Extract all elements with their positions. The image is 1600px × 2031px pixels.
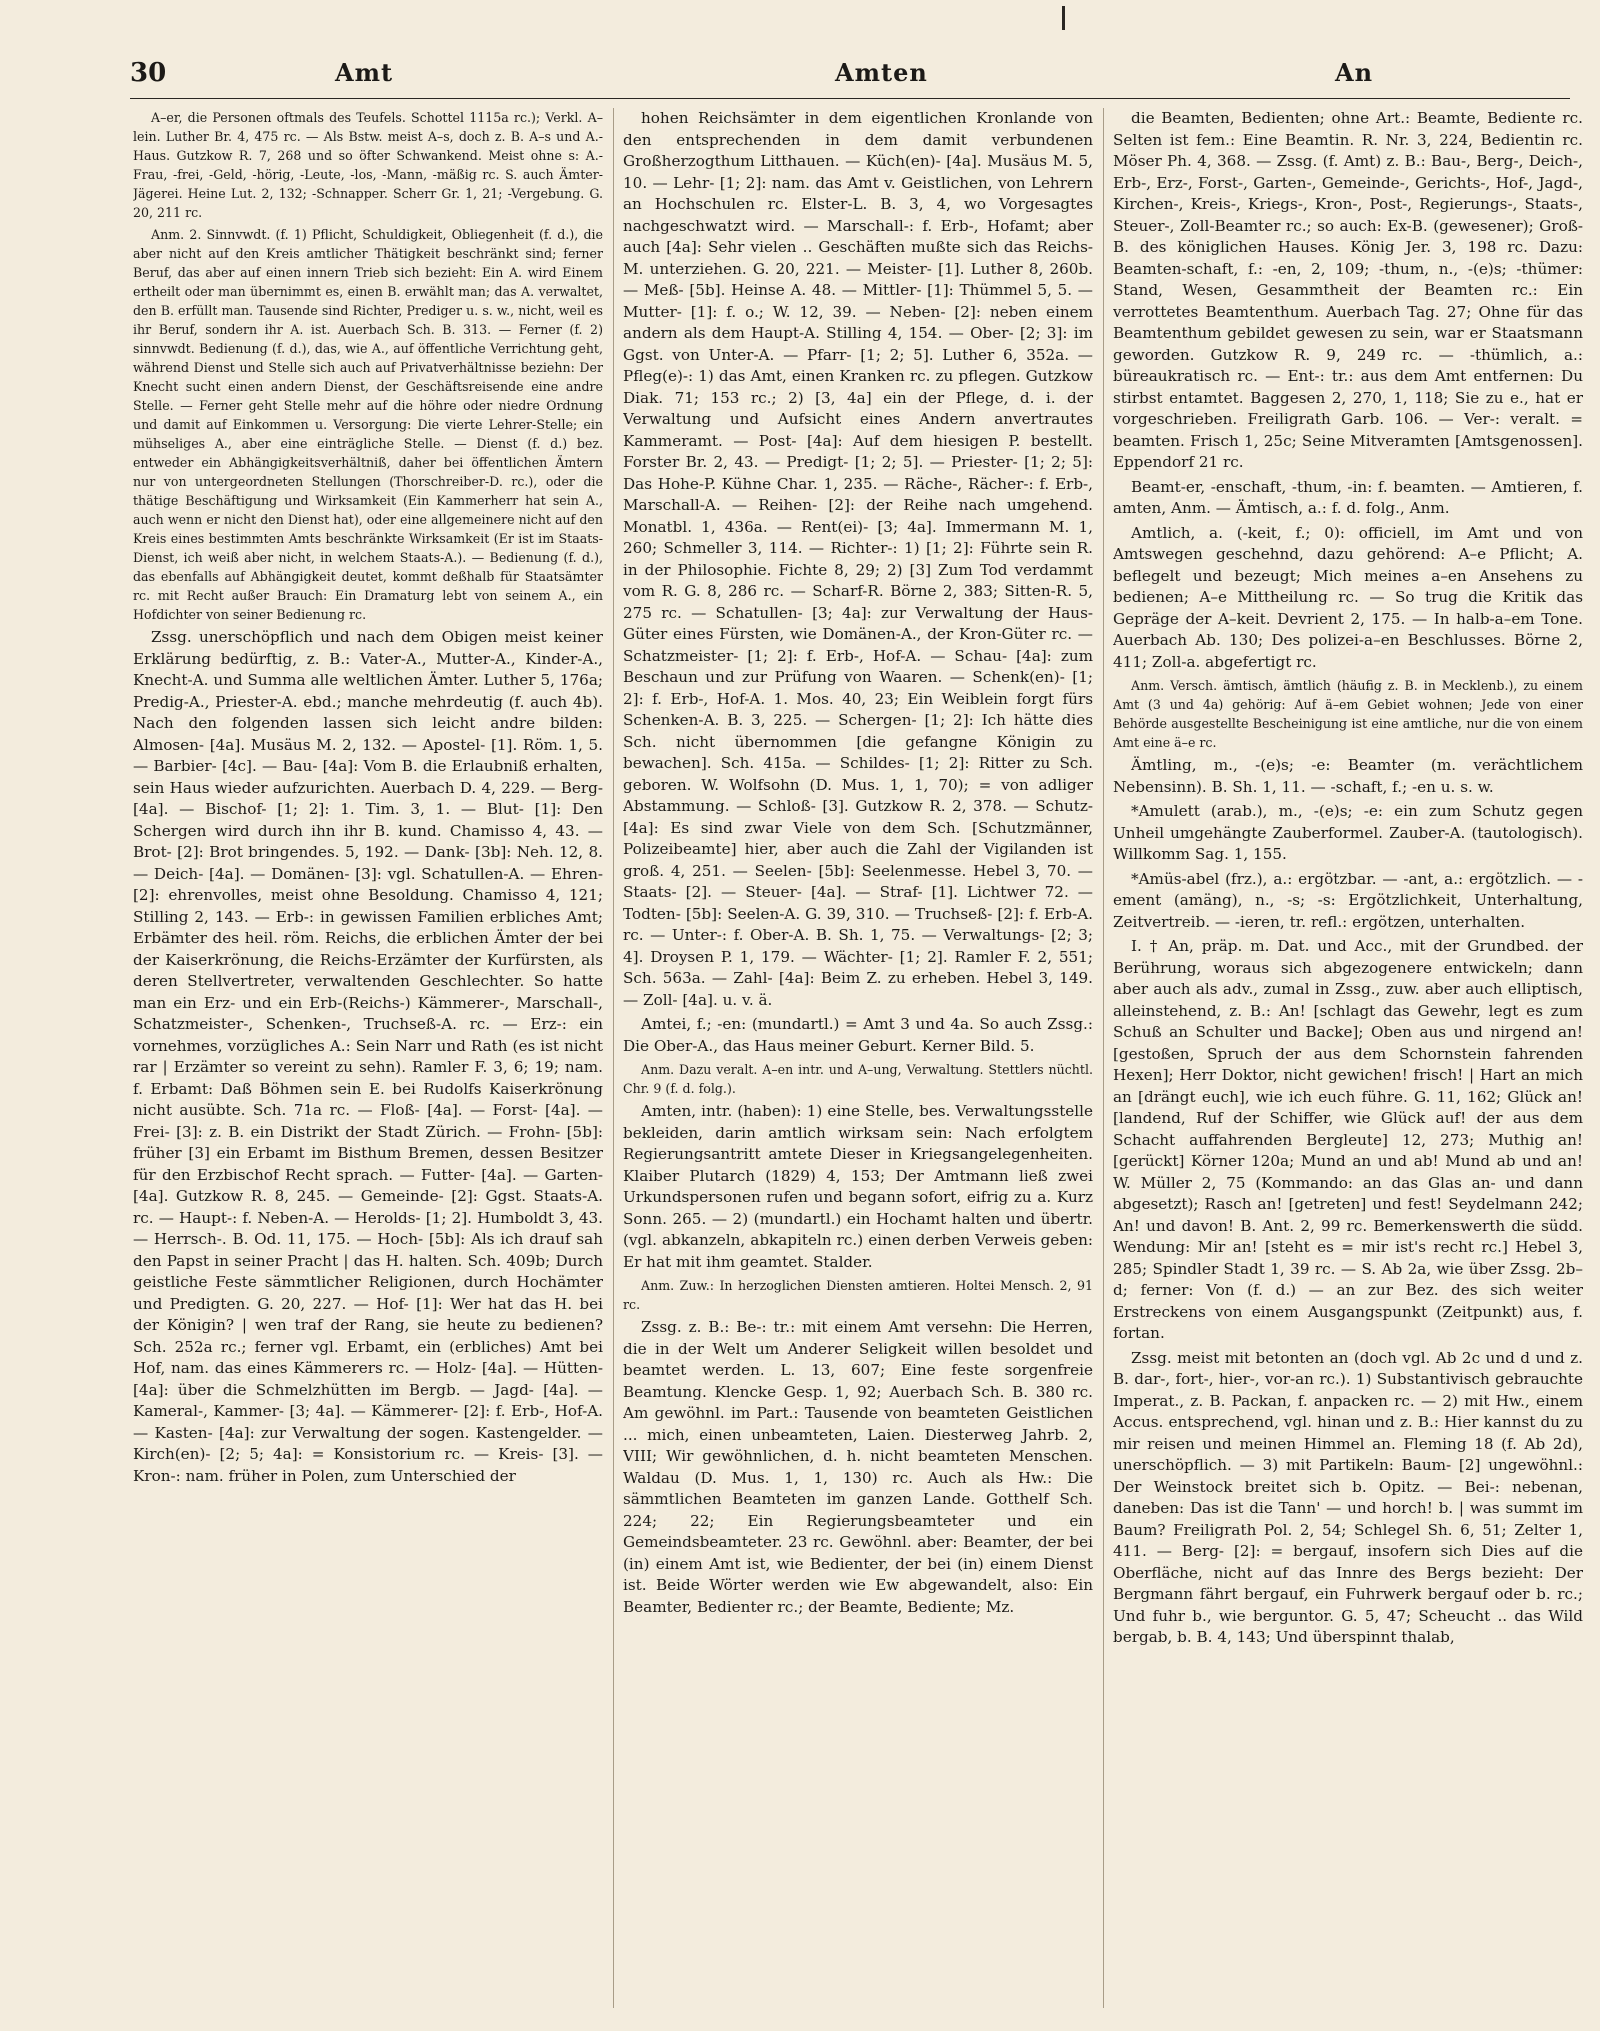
header-rule (130, 98, 1570, 99)
right-running-headword: An (1335, 58, 1374, 87)
dictionary-entry: *Amulett (arab.), m., -(e)s; -e: ein zum Schutz gegen Unheil umgehängte Zauberformel. Zauber-A. (tautologisch). Willkomm Sag. 1, 155. (1113, 802, 1583, 863)
dictionary-entry: Beamt-er, -enschaft, -thum, -in: f. beamten. — Amtieren, f. amten, Anm. — Ämtisch, a.: f. d. folg., Anm. (1113, 477, 1583, 517)
dictionary-entry: Zssg. unerschöpflich und nach dem Obigen meist keiner Erklärung bedürftig, z. B.: Vater-A., Mutter-A., Kinder-A., Knecht-A. und Summa alle weltlichen Ämter. Luther 5, 176a; Predig-A., Priester-A. ebd.; manche mehrdeutig (f. auch 4b). Nach den folgenden lassen sich leicht andre bilden: Almosen- [4a]. Musäus M. 2, 132. — Apostel- [1]. Röm. 1, 5. — Barbier- [4c]. — Bau- [4a]: Vom B. die Erlaubniß erhalten, sein Haus wieder aufzurichten. Auerbach D. 4, 229. — Berg- [4a]. — Bischof- [1; 2]: 1. Tim. 3, 1. — Blut- [1]: Den Schergen wird durch ihn ihr B. kund. Chamisso 4, 43. — Brot- [2]: Brot bringendes. 5, 192. — Dank- [3b]: Neh. 12, 8. — Deich- [4a]. — Domänen- [3]: vgl. Schatullen-A. — Ehren- [2]: ehrenvolles, meist ohne Besoldung. Chamisso 4, 121; Stilling 2, 143. — Erb-: in gewissen Familien erbliches Amt; Erbämter des heil. röm. Reichs, die erblichen Ämter der bei der Kaiserkrönung, die Reichs-Erzämter der Kurfürsten, als deren Stellvertreter, verwaltenden Geschlechter. So hatte man ein Erz- und ein Erb-(Reichs-) Kämmerer-, Marschall-, Schatzmeister-, Schenken-, Truchseß-A. rc. — Erz-: ein vornehmes, vorzügliches A.: Sein Narr und Rath (es ist nicht rar | Erzämter so vereint zu sehn). Ramler F. 3, 6; 19; nam. f. Erbamt: Daß Böhmen sein E. bei Rudolfs Kaiserkrönung nicht ausübte. Sch. 71a rc. — Floß- [4a]. — Forst- [4a]. — Frei- [3]: z. B. ein Distrikt der Stadt Zürich. — Frohn- [5b]: früher [3] ein Erbamt im Bisthum Bremen, dessen Besitzer für den Erzbischof Recht sprach. — Futter- [4a]. — Garten- [4a]. Gutzkow R. 8, 245. — Gemeinde- [2]: Ggst. Staats-A. rc. — Haupt-: f. Neben-A. — Herolds- [1; 2]. Humboldt 3, 43. — Herrsch-. B. Od. 11, 175. — Hoch- [5b]: Als ich drauf sah den Papst in seiner Pracht | das H. halten. Sch. 409b; Durch geistliche Feste sämmtlicher Religionen, durch Hochämter und Predigten. G. 20, 227. — Hof- [1]: Wer hat das H. bei der Königin? | wen traf der Rang, sie heute zu bedienen? Sch. 252a rc.; ferner vgl. Erbamt, ein (erbliches) Amt bei Hof, nam. das eines Kämmerers rc. — Holz- [4a]. — Hütten- [4a]: über die Schmelzhütten im Bergb. — Jagd- [4a]. — Kameral-, Kammer- [3; 4a]. — Kämmerer- [2]: f. Erb-, Hof-A. — Kasten- [4a]: zur Verwaltung der sogen. Kastengelder. — Kirch(en)- [2; 5; 4a]: = Konsistorium rc. — Kreis- [3]. — Kron-: nam. früher in Polen, zum Unterschied der (133, 628, 603, 1485)
column-divider (613, 108, 614, 2008)
column-divider (1103, 108, 1104, 2008)
dictionary-entry: Zssg. meist mit betonten an (doch vgl. Ab 2c und d und z. B. dar-, fort-, hier-, vor-an rc.). 1) Substantivisch gebrauchte Imperat., z. B. Packan, f. anpacken rc. — 2) mit Hw., einem Accus. entsprechend, vgl. hinan und z. B.: Hier kannst du zu mir reisen und meinen Himmel an. Fleming 18 (f. Ab 2d), unerschöpflich. — 3) mit Partikeln: Baum- [2] ungewöhnl.: Der Weinstock breitet sich b. Opitz. — Bei-: nebenan, daneben: Das ist die Tann' — und horch! b. | was summt im Baum? Freiligrath Pol. 2, 54; Schlegel Sh. 6, 51; Zelter 1, 411. — Berg- [2]: = bergauf, insofern sich Dies auf die Oberfläche, nicht auf das Innre des Bergs bezieht: Der Bergmann fährt bergauf, ein Fuhrwerk bergauf oder b. rc.; Und fuhr b., wie berguntor. G. 5, 47; Scheucht .. das Wild bergab, b. B. 4, 143; Und überspinnt thalab, (1113, 1348, 1583, 1646)
dictionary-entry: Anm. Dazu veralt. A–en intr. und A–ung, Verwaltung. Stettlers nüchtl. Chr. 9 (f. d. folg.). (623, 1062, 1093, 1096)
right-column (1113, 108, 1583, 2013)
dictionary-entry: Anm. Zuw.: In herzoglichen Diensten amtieren. Holtei Mensch. 2, 91 rc. (623, 1278, 1093, 1312)
dictionary-entry: Amtlich, a. (-keit, f.; 0): officiell, im Amt und von Amtswegen geschehnd, dazu gehörend: A–e Pflicht; A. beflegelt und bezeugt; Mich meines a–en Ansehens zu bedienen; A–e Mittheilung rc. — So trug die Kritik das Gepräge der A–keit. Devrient 2, 175. — In halb-a–em Tone. Auerbach Ab. 130; Des polizei-a–en Beschlusses. Börne 2, 411; Zoll-a. abgefertigt rc. (1113, 523, 1583, 671)
dictionary-entry: Anm. Versch. ämtisch, ämtlich (häufig z. B. in Mecklenb.), zu einem Amt (3 und 4a) gehörig: Auf ä–em Gebiet wohnen; Jede von einer Behörde ausgestellte Bescheinigung ist eine amtliche, nur die von einem Amt eine ä–e rc. (1113, 678, 1583, 750)
center-running-headword: Amten (835, 58, 928, 87)
dictionary-entry: Zssg. z. B.: Be-: tr.: mit einem Amt versehn: Die Herren, die in der Welt um Anderer Seligkeit willen besoldet und beamtet werden. L. 13, 607; Eine feste sorgenfreie Beamtung. Klencke Gesp. 1, 92; Auerbach Sch. B. 380 rc. Am gewöhnl. im Part.: Tausende von beamteten Geistlichen ... mich, einen unbeamteten, Laien. Diesterweg Jahrb. 2, VIII; Wir gewöhnlichen, d. h. nicht beamteten Menschen. Waldau (D. Mus. 1, 1, 130) rc. Auch als Hw.: Die sämmtlichen Beamteten im ganzen Lande. Gotthelf Sch. 224; 22; Ein Regierungsbeamteter und ein Gemeindsbeamteter. 23 rc. Gewöhnl. aber: Beamter, der bei (in) einem Amt ist, wie Bedienter, der bei (in) einem Dienst ist. Beide Wörter werden wie Ew abgewandelt, also: Ein Beamter, Bedienter rc.; der Beamte, Bediente; Mz. (623, 1318, 1093, 1616)
dictionary-entry: Amtei, f.; -en: (mundartl.) = Amt 3 und 4a. So auch Zssg.: Die Ober-A., das Haus meiner Geburt. Kerner Bild. 5. (623, 1015, 1093, 1055)
left-column (133, 108, 603, 2013)
dictionary-entry: Amten, intr. (haben): 1) eine Stelle, bes. Verwaltungsstelle bekleiden, darin amtlich wirksam sein: Nach erfolgtem Regierungsantritt amtete Dieser in Kriegsangelegenheiten. Klaiber Plutarch (1829) 4, 153; Der Amtmann ließ zwei Urkundspersonen rufen und begann sofort, eifrig zu a. Kurz Sonn. 265. — 2) (mundartl.) ein Hochamt halten und übertr. (vgl. abkanzeln, abkapiteln rc.) einen derben Verweis geben: Er hat mit ihm geamtet. Stalder. (623, 1102, 1093, 1271)
middle-column (623, 108, 1093, 2013)
dictionary-entry: Ämtling, m., -(e)s; -e: Beamter (m. verächtlichem Nebensinn). B. Sh. 1, 11. — -schaft, f.; -en u. s. w. (1113, 756, 1583, 796)
dictionary-entry: *Amüs-abel (frz.), a.: ergötzbar. — -ant, a.: ergötzlich. — -ement (amäng), n., -s; -s: Ergötzlichkeit, Unterhaltung, Zeitvertreib. — -ieren, tr. refl.: ergötzen, unterhalten. (1113, 869, 1583, 931)
dictionary-entry: Anm. 2. Sinnvwdt. (f. 1) Pflicht, Schuldigkeit, Obliegenheit (f. d.), die aber nicht auf den Kreis amtlicher Thätigkeit beschränkt sind; ferner Beruf, das aber auf einen innern Trieb sich bezieht: Ein A. wird Einem ertheilt oder man übernimmt es, einen B. erwählt man; das A. verwaltet, den B. erfüllt man. Tausende sind Richter, Prediger u. s. w., nicht, weil es ihr Beruf, sondern ihr A. ist. Auerbach Sch. B. 313. — Ferner (f. 2) sinnvwdt. Bedienung (f. d.), das, wie A., auf öffentliche Verrichtung geht, während Dienst und Stelle sich auch auf Privatverhältnisse beziehn: Der Knecht sucht einen andern Dienst, der Geschäftsreisende eine andre Stelle. — Ferner geht Stelle mehr auf die höhre oder niedre Ordnung und damit auf Einkommen u. Versorgung: Die vierte Lehrer-Stelle; ein mühseliges A., aber eine einträgliche Stelle. — Dienst (f. d.) bez. entweder ein Abhängigkeitsverhältniß, daher bei öffentlichen Ämtern nur von untergeordneten Stellungen (Thorschreiber-D. rc.), oder die thätige Beschäftigung und Wirksamkeit (Ein Kammerherr hat sein A., auch wenn er nicht den Dienst hat), oder eine allgemeinere nicht auf den Kreis eines bestimmten Amts beschränkte Wirksamkeit (Er ist im Staats-Dienst, ich weiß aber nicht, in welchem Staats-A.). — Bedienung (f. d.), das ebenfalls auf Abhängigkeit deutet, kommt deßhalb für Staatsämter rc. mit Recht außer Brauch: Ein Dramaturg lebt von seinem A., ein Hofdichter von seiner Bedienung rc. (133, 227, 603, 622)
dictionary-entry: hohen Reichsämter in dem eigentlichen Kronlande von den entsprechenden in dem damit verbundenen Großherzogthum Litthauen. — Küch(en)- [4a]. Musäus M. 5, 10. — Lehr- [1; 2]: nam. das Amt v. Geistlichen, von Lehrern an Hochschulen rc. Elster-L. B. 3, 4, wo Vorgesagtes nachgeschwatzt wird. — Marschall-: f. Erb-, Hofamt; aber auch [4a]: Sehr vielen .. Geschäften mußte sich das Reichs-M. unterziehen. G. 20, 221. — Meister- [1]. Luther 8, 260b. — Meß- [5b]. Heinse A. 48. — Mittler- [1]: Thümmel 5, 5. — Mutter- [1]: f. o.; W. 12, 39. — Neben- [2]: neben einem andern als dem Haupt-A. Stilling 4, 154. — Ober- [2; 3]: im Ggst. von Unter-A. — Pfarr- [1; 2; 5]. Luther 6, 352a. — Pfleg(e)-: 1) das Amt, einen Kranken rc. zu pflegen. Gutzkow Diak. 71; 153 rc.; 2) [3, 4a] ein der Pflege, d. i. der Verwaltung und Aufsicht eines Andern anvertrautes Kammeramt. — Post- [4a]: Auf dem hiesigen P. bestellt. Forster Br. 2, 43. — Predigt- [1; 2; 5]. — Priester- [1; 2; 5]: Das Hohe-P. Kühne Char. 1, 235. — Räche-, Rächer-: f. Erb-, Marschall-A. — Reihen- [2]: der Reihe nach umgehend. Monatbl. 1, 436a. — Rent(ei)- [3; 4a]. Immermann M. 1, 260; Schmeller 3, 114. — Richter-: 1) [1; 2]: Führte sein R. in der Philosophie. Fichte 8, 29; 2) [3] Zum Tod verdammt vom R. G. 8, 286 rc. — Scharf-R. Börne 2, 383; Sitten-R. 5, 275 rc. — Schatullen- [3; 4a]: zur Verwaltung der Haus-Güter eines Fürsten, wie Domänen-A., der Kron-Güter rc. — Schatzmeister- [1; 2]: f. Erb-, Hof-A. — Schau- [4a]: zum Beschaun und zur Prüfung von Waaren. — Schenk(en)- [1; 2]: f. Erb-, Hof-A. 1. Mos. 40, 23; Ein Weiblein forgt fürs Schenken-A. B. 3, 225. — Schergen- [1; 2]: Ich hätte dies Sch. nicht übernommen [die gefangne Königin zu bewachen]. Sch. 415a. — Schildes- [1; 2]: Ritter zu Sch. geboren. W. Wolfsohn (D. Mus. 1, 1, 70); = von adliger Abstammung. — Schloß- [3]. Gutzkow R. 2, 378. — Schutz- [4a]: Es sind zwar Viele von dem Sch. [Schutzmänner, Polizeibeamte] hier, aber auch die Zahl der Vigilanden ist groß. 4, 251. — Seelen- [5b]: Seelenmesse. Hebel 3, 70. — Staats- [2]. — Steuer- [4a]. — Straf- [1]. Lichtwer 72. — Todten- [5b]: Seelen-A. G. 39, 310. — Truchseß- [2]: f. Erb-A. rc. — Unter-: f. Ober-A. B. Sh. 1, 75. — Verwaltungs- [2; 3; 4]. Droysen P. 1, 179. — Wächter- [1; 2]. Ramler F. 2, 551; Sch. 563a. — Zahl- [4a]: Beim Z. zu erheben. Hebel 3, 149. — Zoll- [4a]. u. v. ä. (623, 109, 1093, 1009)
left-running-headword: Amt (335, 58, 394, 87)
page-number: 30 (130, 58, 167, 88)
page-edge-mark (1062, 6, 1065, 30)
dictionary-entry: die Beamten, Bedienten; ohne Art.: Beamte, Bediente rc. Selten ist fem.: Eine Beamtin. R. Nr. 3, 224, Bedientin rc. Möser Ph. 4, 368. — Zssg. (f. Amt) z. B.: Bau-, Berg-, Deich-, Erb-, Erz-, Forst-, Garten-, Gemeinde-, Gerichts-, Hof-, Jagd-, Kirchen-, Kreis-, Kriegs-, Kron-, Post-, Regierungs-, Staats-, Steuer-, Zoll-Beamter rc.; so auch: Ex-B. (gewesener); Groß-B. des königlichen Hauses. König Jer. 3, 198 rc. Dazu: Beamten-schaft, f.: -en, 2, 109; -thum, n., -(e)s; -thümer: Stand, Wesen, Gesammtheit der Beamten rc.: Ein verrottetes Beamtenthum. Auerbach Tag. 27; Ohne für das Beamtenthum gebildet gewesen zu sein, war er Staatsmann geworden. Gutzkow R. 9, 249 rc. — -thümlich, a.: büreaukratisch rc. — Ent-: tr.: aus dem Amt entfernen: Du stirbst entamtet. Baggesen 2, 270, 1, 118; Sie zu e., hat er vorgeschrieben. Freiligrath Garb. 106. — Ver-: veralt. = beamten. Frisch 1, 25c; Seine Mitveramten [Amtsgenossen]. Eppendorf 21 rc. (1113, 109, 1583, 471)
dictionary-entry: A–er, die Personen oftmals des Teufels. Schottel 1115a rc.); Verkl. A–lein. Luther Br. 4, 475 rc. — Als Bstw. meist A–s, doch z. B. A–s und A.-Haus. Gutzkow R. 7, 268 und so öfter Schwankend. Meist ohne s: A.-Frau, -frei, -Geld, -hörig, -Leute, -los, -Mann, -mäßig rc. S. auch Ämter-Jägerei. Heine Lut. 2, 132; -Schnapper. Scherr Gr. 1, 21; -Vergebung. G. 20, 211 rc. (133, 110, 603, 220)
dictionary-entry: I. † An, präp. m. Dat. und Acc., mit der Grundbed. der Berührung, woraus sich abgezogenere entwickeln; dann aber auch als adv., zumal in Zssg., zuw. aber auch elliptisch, alleinstehend, z. B.: An! [schlagt das Gewehr, legt es zum Schuß an Schulter und Backe]; Oben aus und nirgend an! [gestoßen, Spruch der aus dem Schornstein fahrenden Hexen]; Herr Doktor, nicht gewichen! frisch! | Hart an mich an [drängt euch], wie ich euch führe. G. 11, 162; Glück an! [landend, Ruf der Schiffer, wie Glück auf! der aus dem Schacht auffahrenden Bergleute] 12, 273; Muthig an! [gerückt] Körner 120a; Mund an und ab! Mund ab und an! W. Müller 2, 75 (Kommando: an das Glas an- und dann abgesetzt); Rasch an! [getreten] und fest! Seydelmann 242; An! und davon! B. Ant. 2, 99 rc. Bemerkenswerth die südd. Wendung: Mir an! [steht es = mir ist's recht rc.] Hebel 3, 285; Spindler Stadt 1, 39 rc. — S. Ab 2a, wie über Zssg. 2b–d; ferner: Von (f. d.) — an zur Bez. des sich weiter Erstreckens von einem Ausgangspunkt (Zeitpunkt) aus, f. fortan. (1113, 937, 1583, 1342)
page-header (130, 58, 1560, 98)
